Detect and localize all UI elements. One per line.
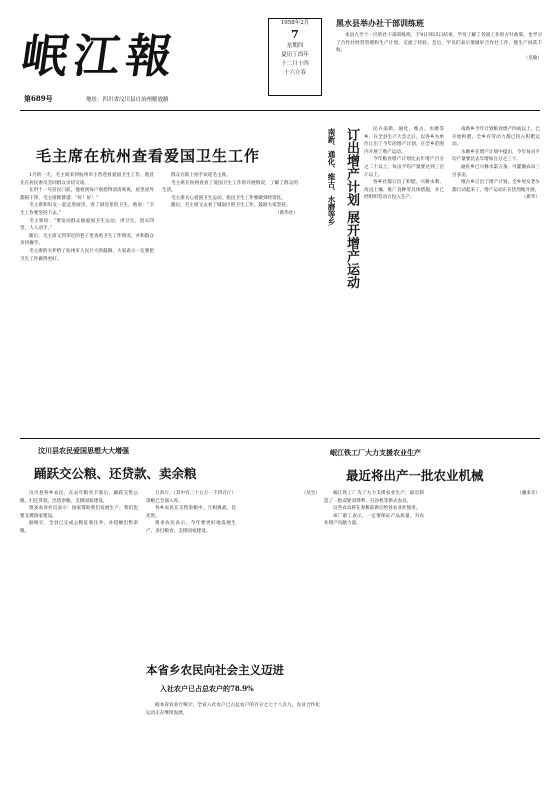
date-box bbox=[268, 18, 322, 96]
main-paragraph: 毛主席说：“要发动群众搞爱国卫生运动，讲卫生，消灭四害，人人动手。” bbox=[20, 218, 154, 232]
main-headline: 毛主席在杭州查看爱国卫生工作 bbox=[36, 147, 261, 165]
top-news-body: 本县九至十一区的社干部训练班，于9日到15日结束。学员了解了各项工作的方针政策，也学习了合作社经营管理和生产计划，交流了经验。会后，学员们表示要做好合作社工作，使生产再获丰收。 bbox=[336, 33, 542, 54]
vertical-kicker: 南新、通化、维古、水磨等乡 bbox=[327, 128, 336, 226]
main-story-column-2 bbox=[162, 172, 298, 430]
vertical-paragraph: 各乡社都订出了积肥、兴修水利、改良土壤、推广良种等具体措施，并已经组织劳动力投入生产。 bbox=[364, 180, 444, 201]
tools-column-1 bbox=[324, 490, 424, 780]
masthead-divider bbox=[20, 110, 540, 111]
patriotic-credit: （从生） bbox=[301, 491, 320, 496]
vertical-credit: （新华） bbox=[521, 195, 540, 201]
patriotic-kicker: 汶川县农民爱国思想大大增强 bbox=[38, 446, 129, 455]
tools-paragraph: 岷江铁工厂为了大力支援农业生产，最近制造了一批双轮双铧犁、打谷机等新式农具。 bbox=[324, 491, 424, 504]
vertical-story-column-1 bbox=[364, 126, 444, 434]
patriotic-paragraph: 各乡农民在交售余粮中，互相挑战，比先进。 bbox=[146, 506, 236, 519]
date-lunar-2: 十二月十四 bbox=[281, 61, 309, 67]
masthead-title: 岷江報 bbox=[18, 29, 182, 83]
tools-paragraph: 这些农具将在春耕前供应给各农业社使用。 bbox=[333, 506, 421, 512]
date-year-month: 1958年2月 bbox=[280, 20, 310, 26]
address: 地址：四川省汶川县自治州解放路 bbox=[86, 97, 169, 103]
section-divider-left bbox=[20, 438, 320, 439]
vertical-paragraph: 民兵南新、通化、维古、水磨等乡，在全县生产大会之后，以各乡为单位订出了今年的增产计划，在全乡范围内开展了增产运动。 bbox=[364, 127, 444, 155]
tools-column-2 bbox=[432, 490, 540, 780]
section-divider-right bbox=[320, 438, 540, 439]
main-story-column-1 bbox=[20, 172, 154, 430]
issue-number: 第689号 bbox=[24, 94, 53, 103]
patriotic-paragraph: 据统计，全县已完成公粮征收任务，并超额出售余粮。 bbox=[20, 521, 138, 534]
date-lunar-1: 夏历丁酉年 bbox=[281, 52, 309, 58]
patriotic-paragraph: 很多农民表示，今年要更好地发展生产，多打粮食，支援国家建设。 bbox=[146, 521, 236, 534]
main-paragraph: 毛主席的关怀给了杭州市人民巨大的鼓舞，大家表示一定要把卫生工作做得更好。 bbox=[20, 248, 154, 262]
vertical-paragraph: 南新乡今年计划粮食增产四成以上，已开始积肥，全乡有劳动力都已投入积肥运动。 bbox=[452, 127, 540, 148]
vertical-headline: 订出增产计划 展开增产运动 bbox=[344, 128, 359, 289]
main-paragraph: 随后，毛主席又到邻近的巷子里查看卫生工作情况，并和群众亲切握手。 bbox=[20, 233, 154, 247]
patriotic-column-3 bbox=[240, 490, 320, 650]
main-credit: （新华社） bbox=[275, 210, 298, 216]
tools-kicker: 岷江铁工厂大力支援农业生产 bbox=[330, 448, 421, 457]
top-news bbox=[336, 18, 542, 106]
main-paragraph: 1月的一天，毛主席来到杭州市小营巷看爱国卫生工作，他首先在居民委员会同群众亲切交谈。 bbox=[20, 173, 154, 186]
tools-paragraph: 该厂职工表示，一定要保证产品质量，为农业增产贡献力量。 bbox=[324, 513, 424, 527]
date-day: 7 bbox=[291, 28, 299, 41]
vertical-paragraph: 水磨乡在增产计划中提出，今年每亩平均产量要比去年增加百分之三十。 bbox=[452, 149, 540, 163]
socialist-headline: 本省乡农民向社会主义迈进 bbox=[146, 663, 284, 677]
main-paragraph: 随后，毛主席又去看了城南区的卫生工作，鼓励大家坚持。 bbox=[171, 203, 291, 209]
tools-headline: 最近将出产一批农业机械 bbox=[346, 468, 484, 483]
vertical-paragraph: 今年粮食增产计划比去年增产百分之二十以上，每亩平均产量要达到三百斤以上。 bbox=[364, 157, 444, 178]
tools-credit: （潘本寺） bbox=[517, 491, 540, 496]
vertical-paragraph: 维古乡订出了增产计划，全乡男女老少都行动起来了，增产运动正在热烈地开展。 bbox=[452, 180, 540, 193]
patriotic-paragraph: 汶川县各乡农民，在去年粮食丰收后，踊跃交售公粮、归还贷款、出售余粮，支援国家建设。 bbox=[20, 491, 138, 504]
main-paragraph: 毛主席在杭州查看了爱国卫生工作的开展情况，了解了群众的生活。 bbox=[162, 180, 298, 194]
vertical-story-column-2 bbox=[452, 126, 540, 434]
socialist-paragraph: 据本省农业厅统计，全省入社农户已占总农户的百分之七十八点九，农业合作化运动正在继续发展。 bbox=[146, 703, 320, 716]
main-paragraph: 毛主席和妇女一起走进厨房，看了厨房里的卫生，他说：“卫生工作要坚持下去。” bbox=[20, 203, 154, 216]
patriotic-headline: 踊跃交公粮、还贷款、卖余粮 bbox=[34, 466, 197, 481]
patriotic-paragraph: 很多农业社员表示：国家帮助我们发展生产，我们也要支援国家建设。 bbox=[20, 506, 138, 519]
date-lunar-3: 十六立春 bbox=[283, 70, 306, 76]
patriotic-column-2 bbox=[146, 490, 236, 650]
patriotic-column-1 bbox=[20, 490, 138, 778]
main-paragraph: 毛主席关心爱国卫生运动，指出卫生工作要做到经常化。 bbox=[171, 195, 286, 201]
patriotic-paragraph: 万余斤。（其中有三十五万一千四百斤）余粮已全部入库。 bbox=[146, 491, 236, 504]
date-weekday: 星期四 bbox=[286, 43, 304, 49]
main-paragraph: 群众在街上拍手欢迎毛主席。 bbox=[171, 173, 231, 178]
socialist-subhead: 入社农户已占总农户的78.9% bbox=[160, 684, 254, 693]
vertical-paragraph: 通化乡已兴修水渠五条，可灌溉农田三百多亩。 bbox=[452, 164, 540, 178]
socialist-column bbox=[146, 702, 320, 774]
main-paragraph: 在卅十一号居民门前，他看到每户收拾得清清爽爽，屋里屋外都很干净，毛主席称赞道：“好！好！” bbox=[20, 188, 154, 201]
top-news-credit: （克敏） bbox=[523, 55, 542, 61]
top-news-title: 黑水县举办社干部训练班 bbox=[336, 18, 424, 28]
